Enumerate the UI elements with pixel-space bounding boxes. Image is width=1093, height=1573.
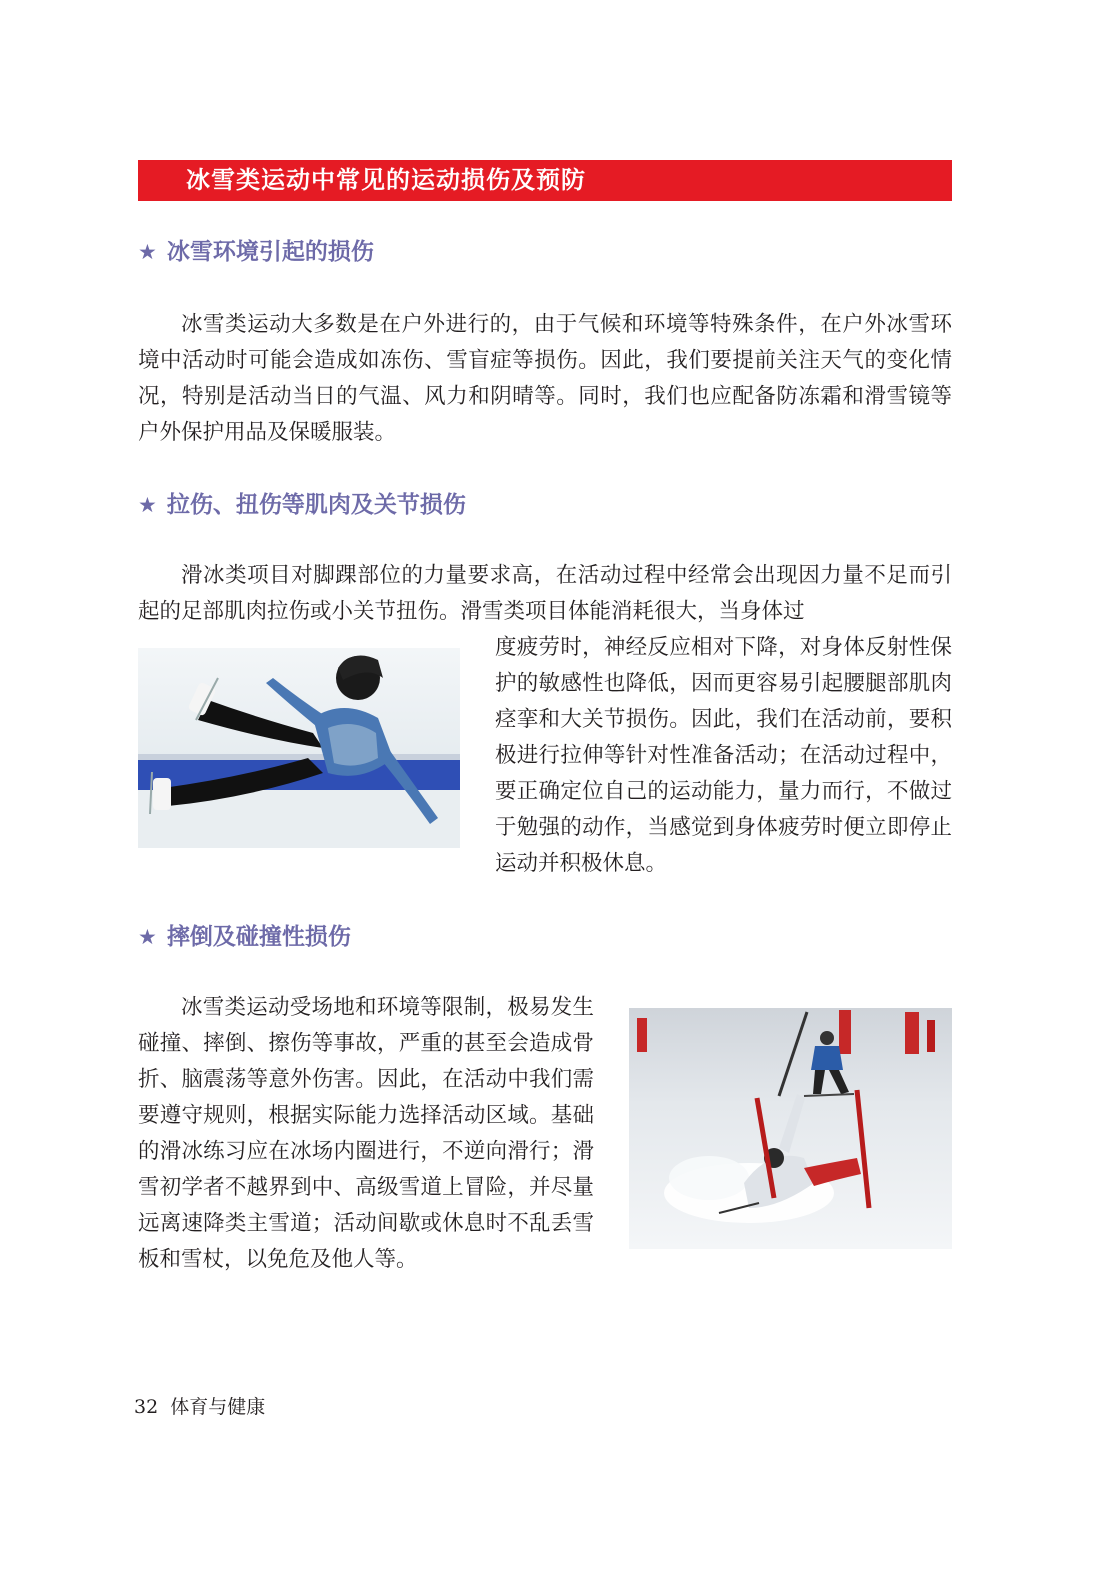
section-heading-text: 摔倒及碰撞性损伤 [166, 924, 351, 950]
star-icon: ★ [138, 925, 157, 949]
star-icon: ★ [138, 493, 157, 517]
book-title: 体育与健康 [170, 1396, 266, 1418]
section-heading-text: 拉伤、扭伤等肌肉及关节损伤 [166, 492, 466, 518]
section-heading-2 [138, 488, 466, 522]
page-number: 32 [134, 1396, 159, 1418]
section-2-paragraph-side: 度疲劳时，神经反应相对下降，对身体反射性保护的敏感性也降低，因而更容易引起腰腿部肌肉痉挛和大关节损伤。因此，我们在活动前，要积极进行拉伸等针对性准备活动；在活动过程中，要正确定位自己的运动能力，量力而行，不做过于勉强的动作，当感觉到身体疲劳时便立即停止运动并积极休息。 [495, 635, 952, 876]
star-icon: ★ [138, 240, 157, 264]
section-heading-3 [138, 920, 351, 954]
title-banner [138, 160, 952, 201]
figure-skater-falling-photo [138, 648, 460, 848]
section-1-paragraph: 冰雪类运动大多数是在户外进行的，由于气候和环境等特殊条件，在户外冰雪环境中活动时可能会造成如冻伤、雪盲症等损伤。因此，我们要提前关注天气的变化情况，特别是活动当日的气温、风力和阴晴等。同时，我们也应配备防冻霜和滑雪镜等户外保护用品及保暖服装。 [138, 312, 952, 445]
section-heading-1 [138, 235, 374, 269]
page-footer [134, 1392, 265, 1419]
skier-falling-photo [629, 1008, 952, 1249]
section-3-paragraph: 冰雪类运动受场地和环境等限制，极易发生碰撞、摔倒、擦伤等事故，严重的甚至会造成骨折、脑震荡等意外伤害。因此，在活动中我们需要遵守规则，根据实际能力选择活动区域。基础的滑冰练习应在冰场内圈进行，不逆向滑行；滑雪初学者不越界到中、高级雪道上冒险，并尽量远离速降类主雪道；活动间歇或休息时不乱丢雪板和雪杖，以免危及他人等。 [138, 995, 594, 1272]
section-heading-text: 冰雪环境引起的损伤 [166, 239, 374, 265]
page-title: 冰雪类运动中常见的运动损伤及预防 [186, 166, 586, 194]
section-2-paragraph-top: 滑冰类项目对脚踝部位的力量要求高，在活动过程中经常会出现因力量不足而引起的足部肌肉拉伤或小关节扭伤。滑雪类项目体能消耗很大，当身体过 [138, 563, 952, 624]
